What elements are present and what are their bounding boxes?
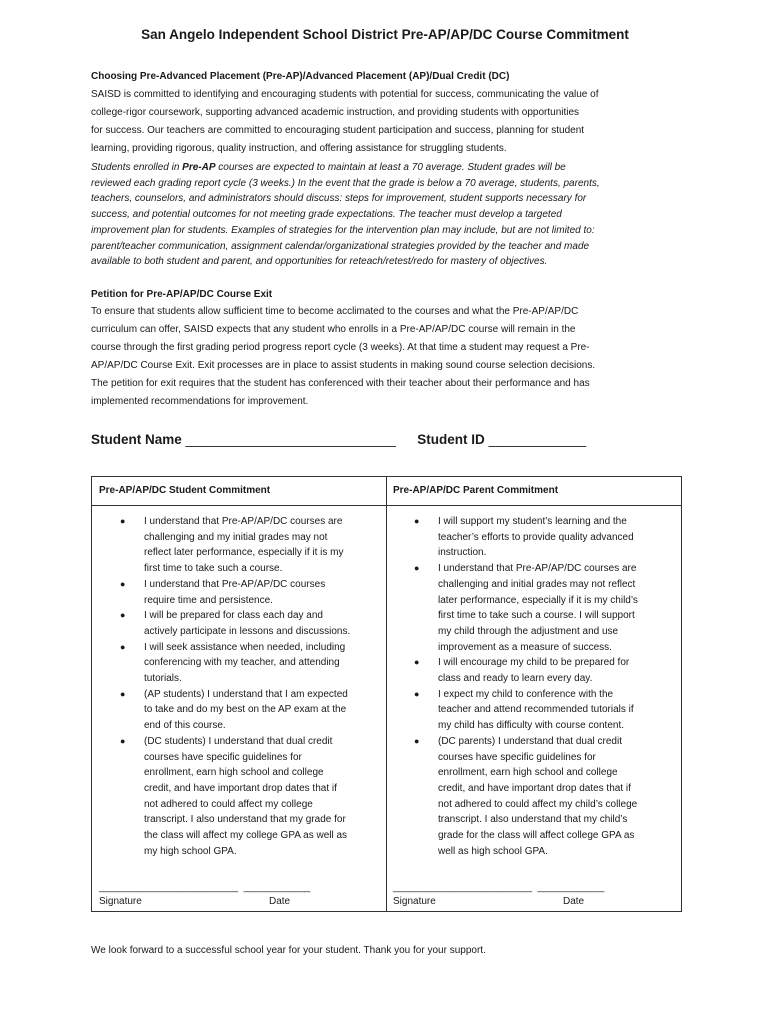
- parent-signature-block: [393, 881, 604, 909]
- commitment-text: I will support my student’s learning and the: [438, 516, 627, 527]
- commitment-text: end of this course.: [144, 720, 226, 732]
- date-line[interactable]: ____________: [243, 882, 311, 893]
- bullet-icon: ●: [414, 735, 420, 746]
- commitment-text: (AP students) I understand that I am expected: [144, 688, 348, 700]
- commitment-item: [99, 514, 384, 577]
- student-info-row: [91, 432, 586, 447]
- commitment-item: [393, 734, 678, 860]
- paragraph-line: [91, 160, 691, 176]
- student-id-field[interactable]: _____________: [488, 432, 587, 447]
- commitment-item: [99, 734, 384, 860]
- bullet-icon: ●: [414, 688, 420, 699]
- commitment-text: I will seek assistance when needed, including: [144, 641, 346, 653]
- commitment-text: my child through the adjustment and use: [438, 625, 619, 637]
- commitment-text: transcript. I also understand that my grade for: [144, 814, 346, 826]
- student-signature-block: [99, 881, 310, 909]
- commitment-item: [393, 514, 678, 561]
- bullet-icon: ●: [120, 735, 126, 746]
- paragraph-line: SAISD is committed to identifying and encouraging students with potential for success, communicating the value of: [91, 89, 599, 100]
- commitment-text: I will be prepared for class each day and: [144, 610, 323, 622]
- paragraph-line: curriculum can offer, SAISD expects that any student who enrolls in a Pre-AP/AP/DC course will remain in the: [91, 324, 576, 335]
- commitment-text: teacher and attend recommended tutorials if: [438, 704, 634, 716]
- commitment-text: first time to take such a course. I will support: [438, 610, 635, 622]
- bullet-icon: ●: [414, 563, 420, 574]
- commitment-text: tutorials.: [144, 673, 182, 685]
- bullet-icon: ●: [120, 578, 126, 589]
- choosing-paragraph: [91, 86, 691, 158]
- commitment-text: class and ready to learn every day.: [438, 673, 593, 685]
- commitment-text: first time to take such a course.: [144, 563, 283, 575]
- closing-message: We look forward to a successful school year for your student. Thank you for your support.: [91, 945, 486, 956]
- student-name-label: Student Name: [91, 432, 182, 447]
- bullet-icon: ●: [120, 688, 126, 699]
- commitment-text: transcript. I also understand that my child’s: [438, 814, 628, 826]
- commitment-item: [99, 687, 384, 734]
- commitment-text: enrollment, earn high school and college: [438, 767, 618, 779]
- commitment-text: not adhered to could affect my child’s college: [438, 798, 638, 810]
- commitment-item: [393, 655, 678, 686]
- commitment-text: conferencing with my teacher, and attending: [144, 657, 340, 669]
- paragraph-line: parent/teacher communication, assignment calendar/organizational strategies provided by the teacher and made: [91, 240, 590, 252]
- commitment-text: my child has difficulty with course content.: [438, 720, 625, 732]
- paragraph-line: learning, providing rigorous, quality instruction, and offering assistance for struggling students.: [91, 143, 507, 154]
- commitment-text: reflect later performance, especially if it is my: [144, 547, 344, 559]
- student-commitment-header: Pre-AP/AP/DC Student Commitment: [99, 485, 271, 496]
- column-divider: [386, 477, 387, 911]
- commitment-text: I will encourage my child to be prepared for: [438, 657, 630, 669]
- paragraph-line: for success. Our teachers are committed to encouraging student participation and success, planning for student: [91, 125, 585, 136]
- parent-commitment-header: Pre-AP/AP/DC Parent Commitment: [393, 485, 559, 496]
- date-label: Date: [269, 896, 291, 907]
- commitment-item: [393, 561, 678, 655]
- commitment-text: credit, and have important drop dates that if: [144, 782, 337, 794]
- paragraph-line: available to both student and parent, and opportunities for reteach/retest/redo for mastery of objectives.: [91, 256, 548, 268]
- commitment-text: my high school GPA.: [144, 845, 237, 857]
- commitment-text: (DC students) I understand that dual credit: [144, 735, 333, 747]
- commitment-item: [99, 608, 384, 639]
- paragraph-line: The petition for exit requires that the student has conferenced with their teacher about their performance and has: [91, 378, 590, 389]
- commitment-text: later performance, especially if it is my child’s: [438, 594, 638, 606]
- paragraph-line: AP/AP/DC Course Exit. Exit processes are in place to assist students in making sound course selection decisions.: [91, 360, 596, 371]
- petition-paragraph: [91, 303, 691, 411]
- header-divider: [92, 505, 681, 506]
- commitment-text: courses have specific guidelines for: [144, 751, 302, 763]
- commitment-text: instruction.: [438, 547, 487, 559]
- bullet-icon: ●: [120, 641, 126, 652]
- choosing-heading: Choosing Pre-Advanced Placement (Pre-AP)/Advanced Placement (AP)/Dual Credit (DC): [91, 71, 510, 82]
- commitment-text: credit, and have important drop dates that if: [438, 782, 631, 794]
- commitment-text: enrollment, earn high school and college: [144, 767, 324, 779]
- bullet-icon: ●: [414, 657, 420, 668]
- grade-expectation-paragraph: [91, 160, 691, 270]
- paragraph-line: success, and potential outcomes for not meeting grade expectations. The teacher must develop a targeted: [91, 209, 562, 221]
- date-label: Date: [563, 896, 585, 907]
- commitment-text: actively participate in lessons and discussions.: [144, 625, 351, 637]
- commitment-text: the class will affect my college GPA as well as: [144, 830, 348, 842]
- parent-commitment-list: [393, 514, 678, 859]
- paragraph-line: college-rigor coursework, supporting advanced academic instruction, and providing students with opportunities: [91, 107, 580, 118]
- student-commitment-list: [99, 514, 384, 859]
- paragraph-line: To ensure that students allow sufficient time to become acclimated to the courses and what the Pre-AP/AP/DC: [91, 306, 579, 317]
- italic-text: Students enrolled in: [91, 162, 183, 173]
- student-name-field[interactable]: ____________________________: [185, 432, 396, 447]
- commitment-text: teacher’s efforts to provide quality advanced: [438, 531, 634, 543]
- commitment-text: I understand that Pre-AP/AP/DC courses are: [144, 516, 343, 527]
- paragraph-line: course through the first grading period progress report cycle (3 weeks). At that time a student may request a Pre-: [91, 342, 590, 353]
- commitment-text: (DC parents) I understand that dual credit: [438, 735, 622, 747]
- bullet-icon: ●: [120, 516, 126, 526]
- commitment-text: challenging and my initial grades may not: [144, 531, 328, 543]
- date-line[interactable]: ____________: [537, 882, 605, 893]
- commitment-item: [99, 577, 384, 608]
- bullet-icon: ●: [120, 610, 126, 621]
- commitment-text: I understand that Pre-AP/AP/DC courses: [144, 578, 326, 590]
- signature-line[interactable]: _________________________: [99, 882, 239, 893]
- commitment-text: I understand that Pre-AP/AP/DC courses are: [438, 563, 637, 575]
- commitment-text: require time and persistence.: [144, 594, 273, 606]
- commitment-item: [393, 687, 678, 734]
- commitment-text: challenging and initial grades may not reflect: [438, 578, 636, 590]
- paragraph-line: improvement plan for students. Examples of strategies for the intervention plan may include, but are not limited to:: [91, 224, 595, 236]
- italic-text: courses are expected to maintain at least a 70 average. Student grades will be: [215, 162, 566, 173]
- page-title: San Angelo Independent School District Pre-AP/AP/DC Course Commitment: [141, 27, 629, 42]
- commitment-text: courses have specific guidelines for: [438, 751, 596, 763]
- commitment-text: grade for the class will affect college GPA as: [438, 830, 635, 842]
- signature-label: Signature: [393, 896, 436, 907]
- student-id-label: Student ID: [417, 432, 485, 447]
- commitment-item: [99, 640, 384, 687]
- signature-label: Signature: [99, 896, 142, 907]
- commitment-text: well as high school GPA.: [438, 845, 548, 857]
- pre-ap-emphasis: Pre-AP: [182, 162, 216, 173]
- commitment-text: not adhered to could affect my college: [144, 798, 313, 810]
- commitment-table: [91, 476, 682, 912]
- commitment-text: I expect my child to conference with the: [438, 688, 614, 700]
- paragraph-line: reviewed each grading report cycle (3 weeks.) In the event that the grade is below a 70 average, students, parents,: [91, 177, 600, 189]
- paragraph-line: implemented recommendations for improvement.: [91, 396, 309, 407]
- petition-heading: Petition for Pre-AP/AP/DC Course Exit: [91, 289, 273, 300]
- commitment-text: to take and do my best on the AP exam at the: [144, 704, 347, 716]
- bullet-icon: ●: [414, 516, 420, 526]
- signature-line[interactable]: _________________________: [393, 882, 533, 893]
- paragraph-line: teachers, counselors, and administrators should discuss: steps for improvement, student supports necessary for: [91, 193, 587, 205]
- commitment-text: improvement as a measure of success.: [438, 641, 612, 653]
